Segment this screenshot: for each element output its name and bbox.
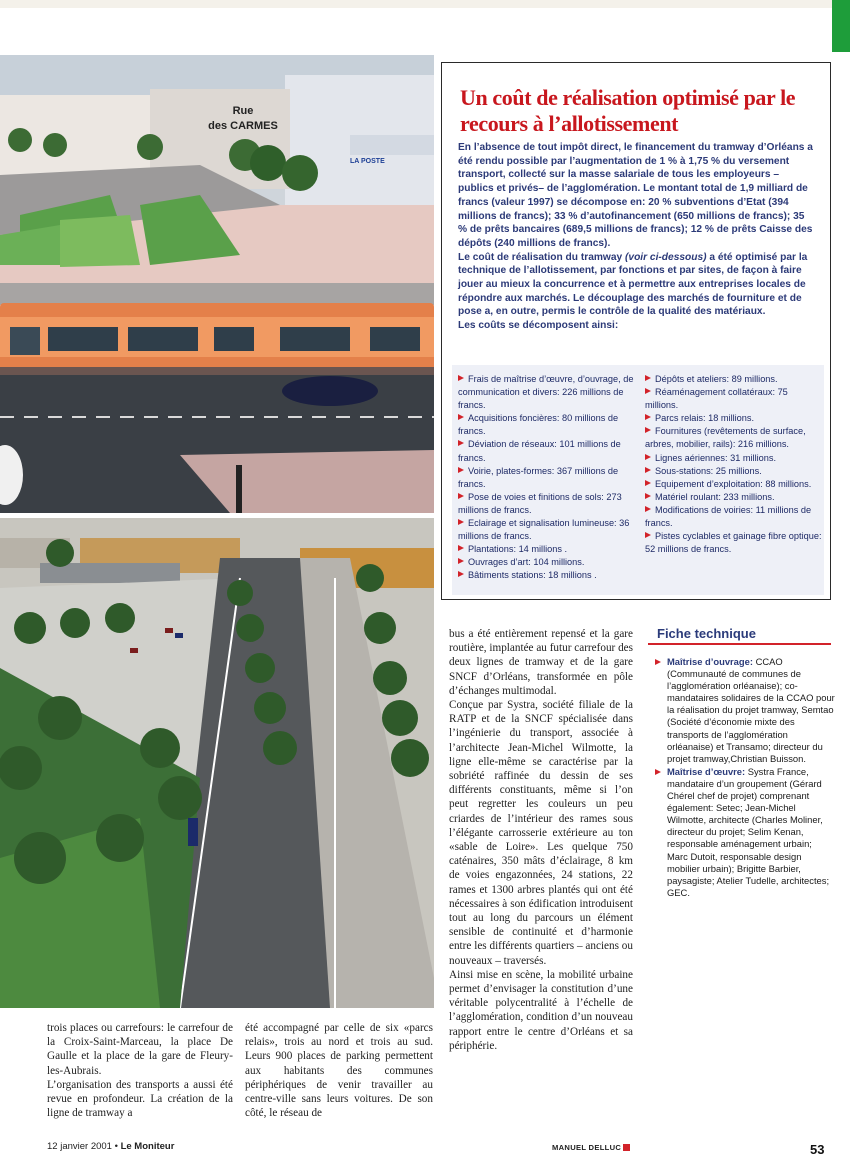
box-cross-reference: (voir ci-dessous) <box>625 251 707 263</box>
cost-item-text: Réaménagement collatéraux: 75 millions. <box>645 387 788 411</box>
bullet-triangle-icon <box>458 519 464 525</box>
bullet-triangle-icon <box>645 506 651 512</box>
cost-item-text: Acquisitions foncières: 80 millions de francs. <box>458 413 619 437</box>
tram-street-rendering <box>0 55 434 513</box>
post-office-sign: LA POSTE <box>350 158 385 165</box>
fiche-entry-ouvrage <box>655 656 835 765</box>
cost-item <box>458 373 636 412</box>
bullet-triangle-icon <box>645 480 651 486</box>
fiche-label-oeuvre: Maîtrise d’œuvre: <box>667 765 746 777</box>
bullet-triangle-icon <box>458 558 464 564</box>
fiche-technique <box>655 656 835 899</box>
cost-item <box>458 543 636 556</box>
cost-sidebar-box <box>441 62 831 600</box>
cost-item-text: Fournitures (revêtements de surface, arbres, mobilier, rails): 216 millions. <box>645 426 806 450</box>
box-text <box>458 141 814 333</box>
cost-list-left <box>458 373 636 583</box>
cost-item <box>645 504 823 530</box>
article-paragraph: trois places ou carrefours: le carrefour de la Croix-Saint-Marceau, la place De Gaulle et la place de la gare de Fleury-les-Aubrais. <box>47 1022 233 1077</box>
article-paragraph: L’organisation des transports a aussi été revue en profondeur. La création de la ligne de tramway a <box>47 1078 233 1120</box>
fiche-technique-title: Fiche technique <box>657 626 756 641</box>
section-tab <box>832 0 850 52</box>
cost-item <box>645 530 823 556</box>
cost-item-text: Pose de voies et finitions de sols: 273 millions de francs. <box>458 491 622 515</box>
article-paragraph: été accompagné par celle de six «parcs relais», trois au nord et trois au sud. Leurs 900 places de parking permettent aux habitants des communes périphériques de venir travailler au centre-ville sans leurs voitures. De son côté, le réseau de <box>245 1022 433 1120</box>
box-paragraph2-end: a été optimisé par la technique de l’allotissement, par fonctions et par sites, de façon à faire jouer au mieux la concurrence et à permettre aux entreprises locales de répondre aux marchés. Le découplage des marchés de fourniture et de pose a, en outre, permis le contrôle de la qualité des matériaux. <box>458 251 808 318</box>
footer-publication: Le Moniteur <box>120 1141 175 1152</box>
bullet-triangle-icon <box>655 769 661 775</box>
cost-item <box>645 478 823 491</box>
cost-item-text: Modifications de voiries: 11 millions de francs. <box>645 504 812 529</box>
cost-item <box>458 556 636 569</box>
cost-item <box>458 491 636 517</box>
bullet-triangle-icon <box>458 375 464 381</box>
cost-item-text: Pistes cyclables et gainage fibre optique: 52 millions de francs. <box>645 531 822 555</box>
street-label-line2: des CARMES <box>208 120 278 132</box>
cost-item-text: Frais de maîtrise d’œuvre, d’ouvrage, de communication et divers: 226 millions de francs. <box>458 374 634 411</box>
cost-item <box>458 569 636 582</box>
cost-item-text: Parcs relais: 18 millions. <box>655 413 755 424</box>
bullet-triangle-icon <box>645 532 651 538</box>
cost-item-text: Bâtiments stations: 18 millions . <box>468 570 597 581</box>
cost-item-text: Sous-stations: 25 millions. <box>655 465 762 476</box>
page-number: 53 <box>810 1142 825 1157</box>
cost-item-text: Matériel roulant: 233 millions. <box>655 491 775 502</box>
bullet-triangle-icon <box>458 440 464 446</box>
fiche-entry-oeuvre <box>655 766 835 899</box>
cost-item <box>458 438 636 464</box>
cost-item-text: Ouvrages d’art: 104 millions. <box>468 557 585 568</box>
cost-item <box>645 373 823 386</box>
street-label-line1: Rue <box>232 105 254 117</box>
fiche-text-oeuvre: Systra France, mandataire d’un groupement (Gérard Chérel chef de projet) comprenant également: Setec; Jean-Michel Wilmotte, architecte (Charles Moliner, directeur du projet; Selim Kenan, responsable aménagement urbain; Marc Dutoit, responsable design mobilier urbain); Brigitte Barbier, paysagiste; Atelier Tudelle, architectes; GEC. <box>667 765 830 898</box>
article-column-center <box>245 1021 433 1120</box>
bullet-triangle-icon <box>458 571 464 577</box>
cost-item <box>645 465 823 478</box>
bullet-triangle-icon <box>645 388 651 394</box>
cost-item <box>458 517 636 543</box>
box-paragraph-costs-intro: Les coûts se décomposent ainsi: <box>458 320 619 332</box>
bullet-triangle-icon <box>645 427 651 433</box>
cost-item <box>645 491 823 504</box>
bullet-triangle-icon <box>645 454 651 460</box>
top-strip <box>0 0 850 8</box>
bullet-triangle-icon <box>645 467 651 473</box>
cost-item <box>458 465 636 491</box>
cost-item-text: Eclairage et signalisation lumineuse: 36 millions de francs. <box>458 518 630 542</box>
article-column-left <box>47 1021 233 1120</box>
bullet-triangle-icon <box>458 414 464 420</box>
box-title: Un coût de réalisation optimisé par le recours à l’allotissement <box>460 85 796 136</box>
cost-breakdown <box>452 365 824 595</box>
bullet-triangle-icon <box>458 493 464 499</box>
bullet-triangle-icon <box>458 545 464 551</box>
bullet-triangle-icon <box>458 467 464 473</box>
article-paragraph: Ainsi mise en scène, la mobilité urbaine permet d’envisager la constitution d’une véritable polycentralité à l’échelle de l’agglomération, condition d’un nouveau rapport entre le centre d’Orléans et sa périphérie. <box>449 968 633 1052</box>
cost-list-right <box>645 373 823 556</box>
cost-item-text: Plantations: 14 millions . <box>468 544 568 555</box>
author-name: MANUEL DELLUC <box>552 1143 622 1152</box>
cost-item-text: Déviation de réseaux: 101 millions de francs. <box>458 439 621 463</box>
article-paragraph: bus a été entièrement repensé et la gare routière, implantée au futur carrefour des deux lignes de tramway et de la gare SNCF d’Orléans, transformée en pôle d’échanges multimodal. <box>449 628 633 697</box>
article-paragraph: Conçue par Systra, société filiale de la RATP et de la SNCF spécialisée dans l’ingénierie du transport, associée à l’architecte Jean-Michel Wilmotte, la ligne elle-même se caractérise par la sobriété raffinée du dessin de ses différents constituants, même si l’on peut regretter les couleurs un peu criardes de l’intérieur des rames sous l’élégante carrosserie extérieure au ton «sable de Loire». Les quelque 750 caténaires, 350 mâts d’éclairage, 8 km de voies engazonnées, 24 stations, 22 rames et 1300 arbres plantés qui ont été nécessaires à son édification introduisent tout au long du parcours un élément sensible de continuité et d’harmonie entre les différents quartiers – anciens ou nouveaux – traversés. <box>449 699 633 967</box>
end-mark-icon <box>623 1144 630 1151</box>
author-byline <box>552 1143 630 1152</box>
cost-item-text: Equipement d’exploitation: 88 millions. <box>655 478 812 489</box>
street-name-label <box>200 104 286 134</box>
cost-item-text: Lignes aériennes: 31 millions. <box>655 452 777 463</box>
box-paragraph-allotissement <box>458 251 814 320</box>
bullet-triangle-icon <box>645 414 651 420</box>
cost-item <box>645 386 823 412</box>
cost-item <box>645 425 823 451</box>
article-column-right <box>449 627 633 1053</box>
box-paragraph2-start: Le coût de réalisation du tramway <box>458 251 626 263</box>
cost-item-text: Dépôts et ateliers: 89 millions. <box>655 374 778 384</box>
aerial-rendering <box>0 518 434 1008</box>
fiche-text-ouvrage: CCAO (Communauté de communes de l’agglomération orléanaise); co-mandataires solidaires de la CCAO pour la réalisation du projet tramway, Semtao (Société d’économie mixte des transports de l’agglomération orléanaise) et Transamo; directeur du projet tramway,Christian Buisson. <box>667 656 835 764</box>
cost-item-text: Voirie, plates-formes: 367 millions de francs. <box>458 465 619 489</box>
bullet-triangle-icon <box>645 493 651 499</box>
box-paragraph-financing: En l’absence de tout impôt direct, le financement du tramway d’Orléans a été rendu possible par l’augmentation de 1 % à 1,75 % du versement transport, collecté sur la masse salariale de tous les employeurs – publics et privés– de l’agglomération. Le montant total de 1,9 milliard de francs (valeur 1997) se décompose en: 20 % subventions d’Etat (394 millions de francs); 33 % d’autofinancement (650 millions de francs); 35 % de prêts bancaires (689,5 millions de francs); 12 % de prêts Caisse des dépôts (240 millions de francs). <box>458 142 813 249</box>
page-footer <box>47 1141 174 1152</box>
fiche-label-ouvrage: Maîtrise d’ouvrage: <box>667 656 753 667</box>
cost-item <box>645 452 823 465</box>
cost-item <box>645 412 823 425</box>
bullet-triangle-icon <box>645 375 651 381</box>
aerial-illustration <box>0 518 434 1008</box>
cost-item <box>458 412 636 438</box>
footer-date: 12 janvier 2001 <box>47 1141 112 1152</box>
fiche-divider <box>648 643 831 645</box>
footer-separator: • <box>111 1141 121 1152</box>
bullet-triangle-icon <box>655 659 661 665</box>
